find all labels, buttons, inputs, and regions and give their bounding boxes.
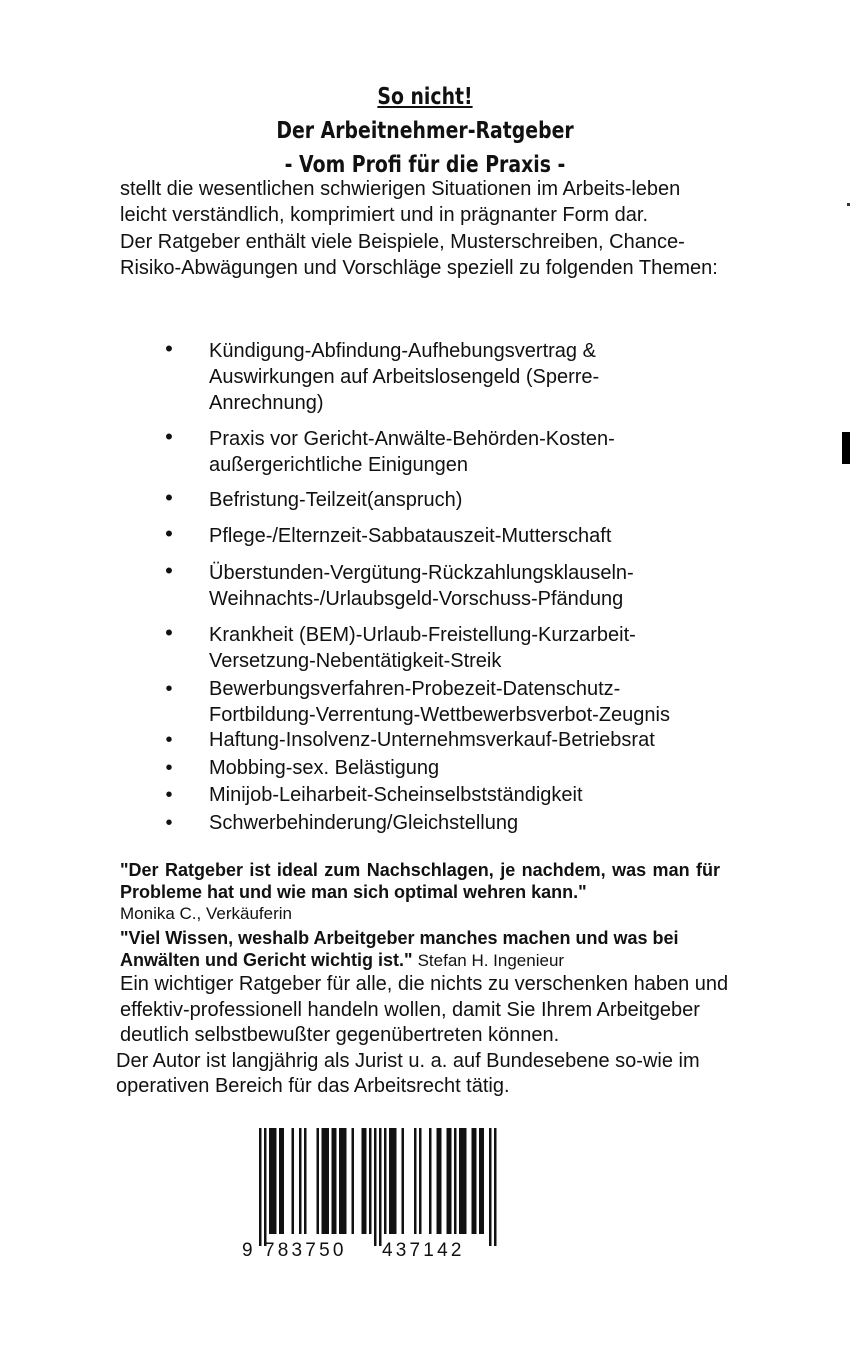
isbn-barcode: [238, 1128, 498, 1262]
barcode-bar: [392, 1128, 395, 1234]
barcode-bar: [264, 1128, 267, 1246]
bullet-icon: •: [165, 620, 173, 645]
bullet-icon: •: [165, 678, 173, 700]
barcode-bar: [334, 1128, 337, 1234]
barcode-bar: [437, 1128, 440, 1234]
barcode-bar: [279, 1128, 282, 1234]
barcode-bar: [369, 1128, 372, 1234]
topic-text: Befristung-Teilzeit(anspruch): [209, 489, 463, 511]
barcode-bar: [384, 1128, 387, 1234]
title-headline: So nicht!: [377, 84, 473, 110]
barcode-bar: [472, 1128, 475, 1234]
topic-text: Bewerbungsverfahren-Probezeit-Datenschutz- Fortbildung-Verrentung-Wettbewerbsverbot-Zeugnis: [209, 678, 670, 726]
topic-text: Schwerbehinderung/Gleichstellung: [209, 812, 519, 834]
barcode-bar: [379, 1128, 382, 1246]
topic-text: Haftung-Insolvenz-Unternehmsverkauf-Betriebsrat: [209, 729, 655, 751]
barcode-bar: [292, 1128, 295, 1234]
topic-text: Minijob-Leiharbeit-Scheinselbstständigkeit: [209, 784, 583, 806]
barcode-bar: [327, 1128, 330, 1234]
topic-text: Pflege-/Elternzeit-Sabbatauszeit-Mutterschaft: [209, 525, 612, 547]
barcode-bar: [272, 1128, 275, 1234]
intro-paragraph-1: stellt die wesentlichen schwierigen Situationen im Arbeits-leben leicht verständlich, komprimiert und in prägnanter Form dar.: [120, 178, 681, 227]
barcode-bar: [342, 1128, 345, 1234]
barcode-graphic: [238, 1128, 498, 1262]
barcode-bar: [364, 1128, 367, 1234]
barcode-bar: [332, 1128, 335, 1234]
topic-text: Kündigung-Abfindung-Aufhebungsvertrag & Auswirkungen auf Arbeitslosengeld (Sperre- Anrechnung): [209, 340, 600, 414]
testimonial-author: Stefan H. Ingenieur: [417, 951, 565, 970]
barcode-bar: [489, 1128, 492, 1246]
intro-paragraph-2: Der Ratgeber enthält viele Beispiele, Musterschreiben, Chance-Risiko-Abwägungen und Vorschläge speziell zu folgenden Themen:: [120, 230, 718, 280]
topic-text: Überstunden-Vergütung-Rückzahlungsklauseln- Weihnachts-/Urlaubsgeld-Vorschuss-Pfändung: [209, 562, 634, 610]
barcode-bar: [482, 1128, 485, 1234]
barcode-bar: [344, 1128, 347, 1234]
intro-text: [120, 176, 720, 282]
barcode-bar: [494, 1128, 497, 1246]
barcode-bar: [389, 1128, 392, 1234]
barcode-bar: [462, 1128, 465, 1234]
book-title: Der Arbeitnehmer-Ratgeber: [276, 118, 574, 144]
bullet-icon: •: [165, 784, 173, 806]
barcode-bar: [447, 1128, 450, 1234]
closing-text: [116, 972, 730, 1100]
testimonial-quote: "Viel Wissen, weshalb Arbeitgeber manches machen und was bei Anwälten und Gericht wichtig ist.": [120, 928, 679, 970]
barcode-bar: [454, 1128, 457, 1234]
bullet-icon: •: [165, 485, 173, 510]
barcode-bar: [429, 1128, 432, 1234]
barcode-bar: [352, 1128, 355, 1234]
barcode-bar: [274, 1128, 277, 1234]
topic-text: Praxis vor Gericht-Anwälte-Behörden-Kosten- außergerichtliche Einigungen: [209, 428, 615, 476]
scan-edge-mark: [842, 432, 850, 464]
bullet-icon: •: [165, 336, 173, 361]
testimonial-author: Monika C., Verkäuferin: [120, 904, 292, 923]
book-subtitle: - Vom Profi für die Praxis -: [284, 152, 566, 178]
barcode-bar: [394, 1128, 397, 1234]
barcode-bar: [282, 1128, 285, 1234]
barcode-bar: [299, 1128, 302, 1234]
barcode-bar: [374, 1128, 377, 1246]
barcode-bar: [317, 1128, 320, 1234]
bullet-icon: •: [165, 812, 173, 834]
barcode-bar: [322, 1128, 325, 1234]
testimonial-quote: "Der Ratgeber ist ideal zum Nachschlagen, je nachdem, was man für Probleme hat und wie man sich optimal wehren kann.": [120, 860, 720, 902]
bullet-icon: •: [165, 558, 173, 583]
testimonial-1: [120, 859, 720, 925]
bullet-icon: •: [165, 424, 173, 449]
closing-paragraph: Ein wichtiger Ratgeber für alle, die nichts zu verschenken haben und effektiv-professionell handeln wollen, damit Sie Ihrem Arbeitgeber deutlich selbstbewußter gegenübertreten können.: [120, 973, 729, 1046]
topic-text: Krankheit (BEM)-Urlaub-Freistellung-Kurzarbeit- Versetzung-Nebentätigkeit-Streik: [209, 624, 636, 672]
barcode-bar: [414, 1128, 417, 1234]
barcode-bar: [362, 1128, 365, 1234]
barcode-bar: [339, 1128, 342, 1234]
bullet-icon: •: [165, 729, 173, 751]
bullet-icon: •: [165, 757, 173, 779]
barcode-bar: [474, 1128, 477, 1234]
topic-text: Mobbing-sex. Belästigung: [209, 757, 440, 779]
barcode-bar: [324, 1128, 327, 1234]
barcode-bars: [259, 1128, 497, 1246]
barcode-left-digits: 783750: [264, 1240, 347, 1261]
title-block: [0, 80, 850, 182]
barcode-bar: [259, 1128, 262, 1246]
barcode-bar: [464, 1128, 467, 1234]
barcode-bar: [269, 1128, 272, 1234]
barcode-bar: [439, 1128, 442, 1234]
author-bio: Der Autor ist langjährig als Jurist u. a. auf Bundesebene so-wie im operativen Bereich für das Arbeitsrecht tätig.: [116, 1049, 700, 1097]
barcode-bar: [459, 1128, 462, 1234]
barcode-bar: [449, 1128, 452, 1234]
bullet-icon: •: [165, 521, 173, 546]
barcode-bar: [402, 1128, 405, 1234]
testimonial-2: [120, 927, 720, 972]
barcode-bar: [479, 1128, 482, 1234]
barcode-first-digit: 9: [242, 1240, 253, 1261]
barcode-bar: [419, 1128, 422, 1234]
barcode-bar: [304, 1128, 307, 1234]
barcode-right-digits: 437142: [382, 1240, 465, 1261]
